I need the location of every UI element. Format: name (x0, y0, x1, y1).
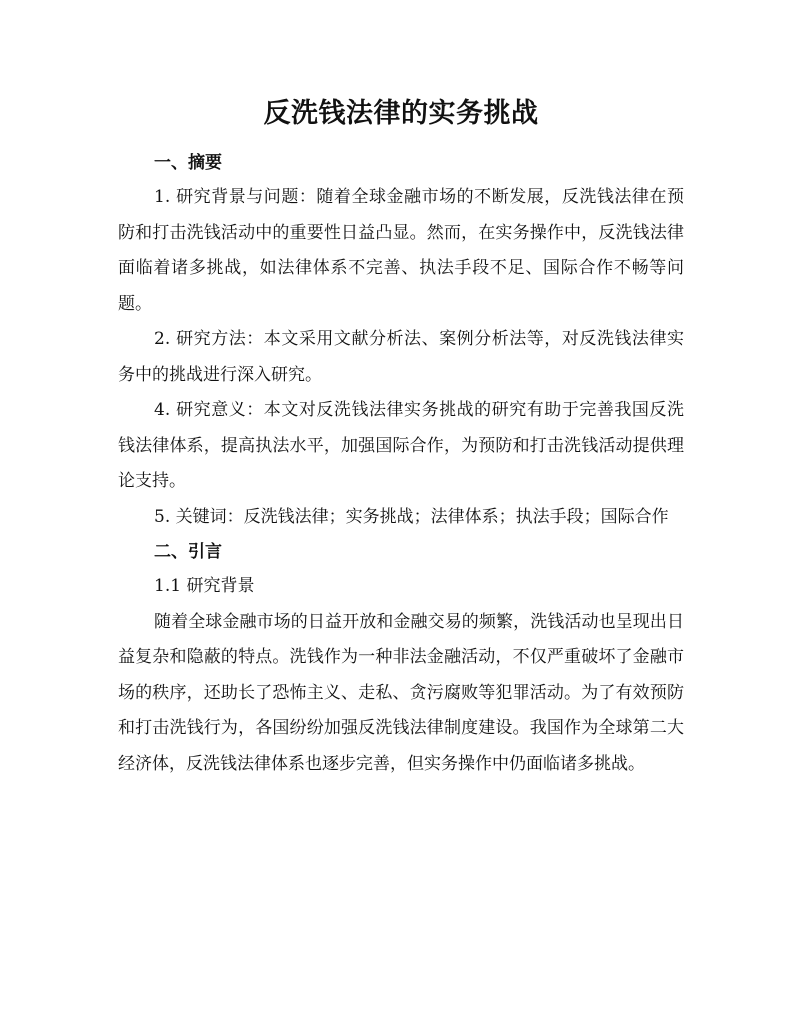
introduction-heading: 二、引言 (154, 542, 222, 562)
abstract-item-keywords: 5. 关键词：反洗钱法律；实务挑战；法律体系；执法手段；国际合作 (154, 506, 669, 527)
research-background-paragraph: 随着全球金融市场的日益开放和金融交易的频繁，洗钱活动也呈现出日益复杂和隐蔽的特点。洗钱作为一种非法金融活动，不仅严重破坏了金融市场的秩序，还助长了恐怖主义、走私、贪污腐败等犯罪活动。为了有效预防和打击洗钱行为，各国纷纷加强反洗钱法律制度建设。我国作为全球第二大经济体，反洗钱法律体系也逐步完善，但实务操作中仍面临诸多挑战。 (118, 611, 684, 774)
document-page (118, 92, 684, 782)
abstract-item-background: 1. 研究背景与问题：随着全球金融市场的不断发展，反洗钱法律在预防和打击洗钱活动中的重要性日益凸显。然而，在实务操作中，反洗钱法律面临着诸多挑战，如法律体系不完善、执法手段不足、国际合作不畅等问题。 (118, 187, 684, 314)
abstract-heading: 一、摘要 (154, 153, 222, 173)
abstract-item-significance: 4. 研究意义：本文对反洗钱法律实务挑战的研究有助于完善我国反洗钱法律体系，提高执法水平，加强国际合作，为预防和打击洗钱活动提供理论支持。 (118, 400, 684, 491)
research-background-subheading: 1.1 研究背景 (154, 576, 255, 596)
abstract-item-method: 2. 研究方法：本文采用文献分析法、案例分析法等，对反洗钱法律实务中的挑战进行深入研究。 (118, 329, 684, 385)
document-title: 反洗钱法律的实务挑战 (263, 98, 539, 129)
